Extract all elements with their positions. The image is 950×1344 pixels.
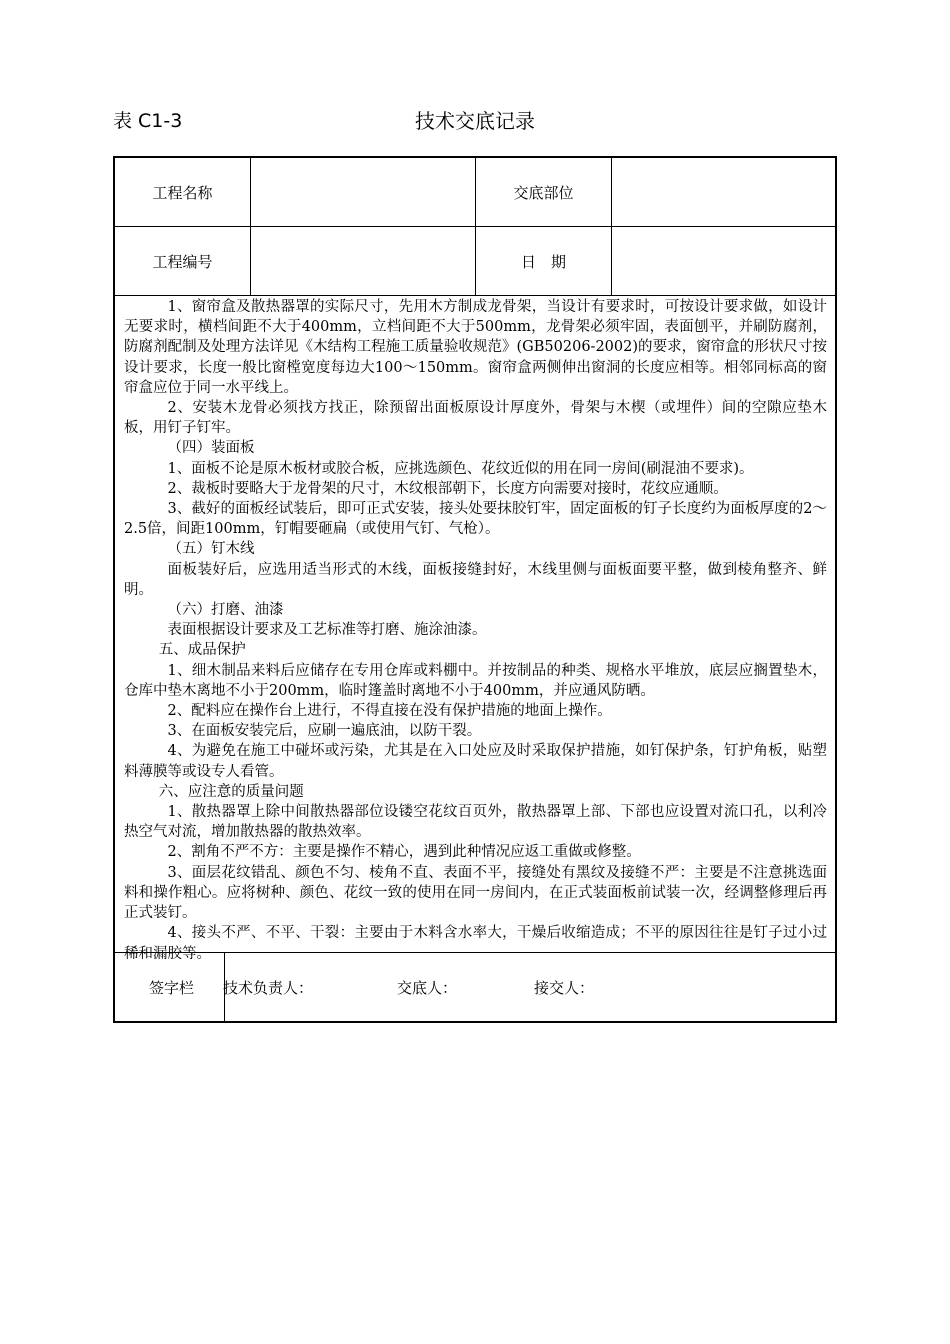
date-label: 日 期 xyxy=(520,252,566,271)
content-paragraph: 4、为避免在施工中碰坏或污染，尤其是在入口处应及时采取保护措施，如钉保护条，钉护角板，贴塑料薄膜等或设专人看管。 xyxy=(124,743,827,780)
discloser-signature: 交底人： xyxy=(397,979,458,997)
content-paragraph: （四）装面板 xyxy=(167,440,255,457)
disclosure-form-table xyxy=(113,156,837,1023)
form-code: 表 C1-3 xyxy=(113,110,183,132)
row-divider xyxy=(115,295,835,296)
content-paragraph: 2、安装木龙骨必须找方找正，除预留出面板原设计厚度外，骨架与木楔（或埋件）间的空隙应垫木板，用钉子钉牢。 xyxy=(124,400,827,437)
content-paragraph: 3、面层花纹错乱、颜色不匀、棱角不直、表面不平，接缝处有黑纹及接缝不严：主要是不注意挑选面料和操作粗心。应将树种、颜色、花纹一致的使用在同一房间内，在正式装面板前试装一次，经调整修理后再正式装钉。 xyxy=(124,864,827,922)
content-paragraph: 3、在面板安装完后，应刷一遍底油，以防干裂。 xyxy=(167,723,482,740)
content-paragraph: 4、接头不严、不平、干裂：主要由于木料含水率大，干燥后收缩造成；不平的原因往往是钉子过小过稀和漏胶等。 xyxy=(124,925,827,962)
location-value[interactable] xyxy=(612,158,835,226)
signature-row xyxy=(115,953,835,1023)
content-paragraph: 1、窗帘盒及散热器罩的实际尺寸，先用木方制成龙骨架，当设计有要求时，可按设计要求做，如设计无要求时，横档间距不大于400mm，立档间距不大于500mm，龙骨架必须牢固，表面刨平，并刷防腐剂，防腐剂配制及处理方法详见《木结构工程施工质量验收规范》(GB50206-2002)的要求，窗帘盒的形状尺寸按设计要求，长度一般比窗樘宽度每边大100～150mm。窗帘盒两侧伸出窗洞的长度应相等。相邻同标高的窗帘盒应位于同一水平线上。 xyxy=(124,299,827,396)
content-paragraph: 面板装好后，应选用适当形式的木线，面板接缝封好，木线里侧与面板面要平整，做到棱角整齐、鲜明。 xyxy=(124,561,827,598)
content-paragraph: （五）钉木线 xyxy=(167,541,255,558)
date-value[interactable] xyxy=(612,227,835,295)
content-paragraph: 1、细木制品来料后应储存在专用仓库或料棚中。并按制品的种类、规格水平堆放，底层应搁置垫木，仓库中垫木离地不小于200mm，临时篷盖时离地不小于400mm，并应通风防晒。 xyxy=(124,662,827,699)
project-name-value[interactable] xyxy=(251,158,475,226)
content-paragraph: 表面根据设计要求及工艺标准等打磨、施涂油漆。 xyxy=(167,622,487,639)
content-paragraph: 2、配料应在操作台上进行，不得直接在没有保护措施的地面上操作。 xyxy=(167,703,612,720)
content-paragraph: 1、散热器罩上除中间散热器部位设镂空花纹百页外，散热器罩上部、下部也应设置对流口孔，以利冷热空气对流，增加散热器的散热效率。 xyxy=(124,804,827,841)
receiver-signature: 接交人： xyxy=(534,979,595,997)
content-paragraph: 2、裁板时要略大于龙骨架的尺寸，木纹根部朝下，长度方向需要对接时，花纹应通顺。 xyxy=(167,480,728,497)
content-paragraph: 1、面板不论是原木板材或胶合板，应挑选颜色、花纹近似的用在同一房间(刷混油不要求)。 xyxy=(167,460,754,477)
content-paragraph: 五、成品保护 xyxy=(158,642,246,659)
content-paragraph: （六）打磨、油漆 xyxy=(167,602,284,619)
disclosure-content xyxy=(124,297,827,962)
content-paragraph: 3、截好的面板经试装后，即可正式安装，接头处要抹胶钉牢，固定面板的钉子长度约为面板厚度的2～2.5倍，间距100mm，钉帽要砸扁（或使用气钉、气枪）。 xyxy=(124,501,827,538)
project-number-value[interactable] xyxy=(251,227,475,295)
content-paragraph: 六、应注意的质量问题 xyxy=(158,783,304,800)
location-label: 交底部位 xyxy=(513,183,574,202)
project-name-label: 工程名称 xyxy=(152,183,213,202)
technical-lead-signature: 技术负责人： xyxy=(223,979,314,997)
signature-label: 签字栏 xyxy=(149,979,195,997)
content-paragraph: 2、割角不严不方：主要是操作不精心，遇到此种情况应返工重做或修整。 xyxy=(167,844,641,861)
document-title: 技术交底记录 xyxy=(415,109,535,133)
project-number-label: 工程编号 xyxy=(152,252,213,271)
